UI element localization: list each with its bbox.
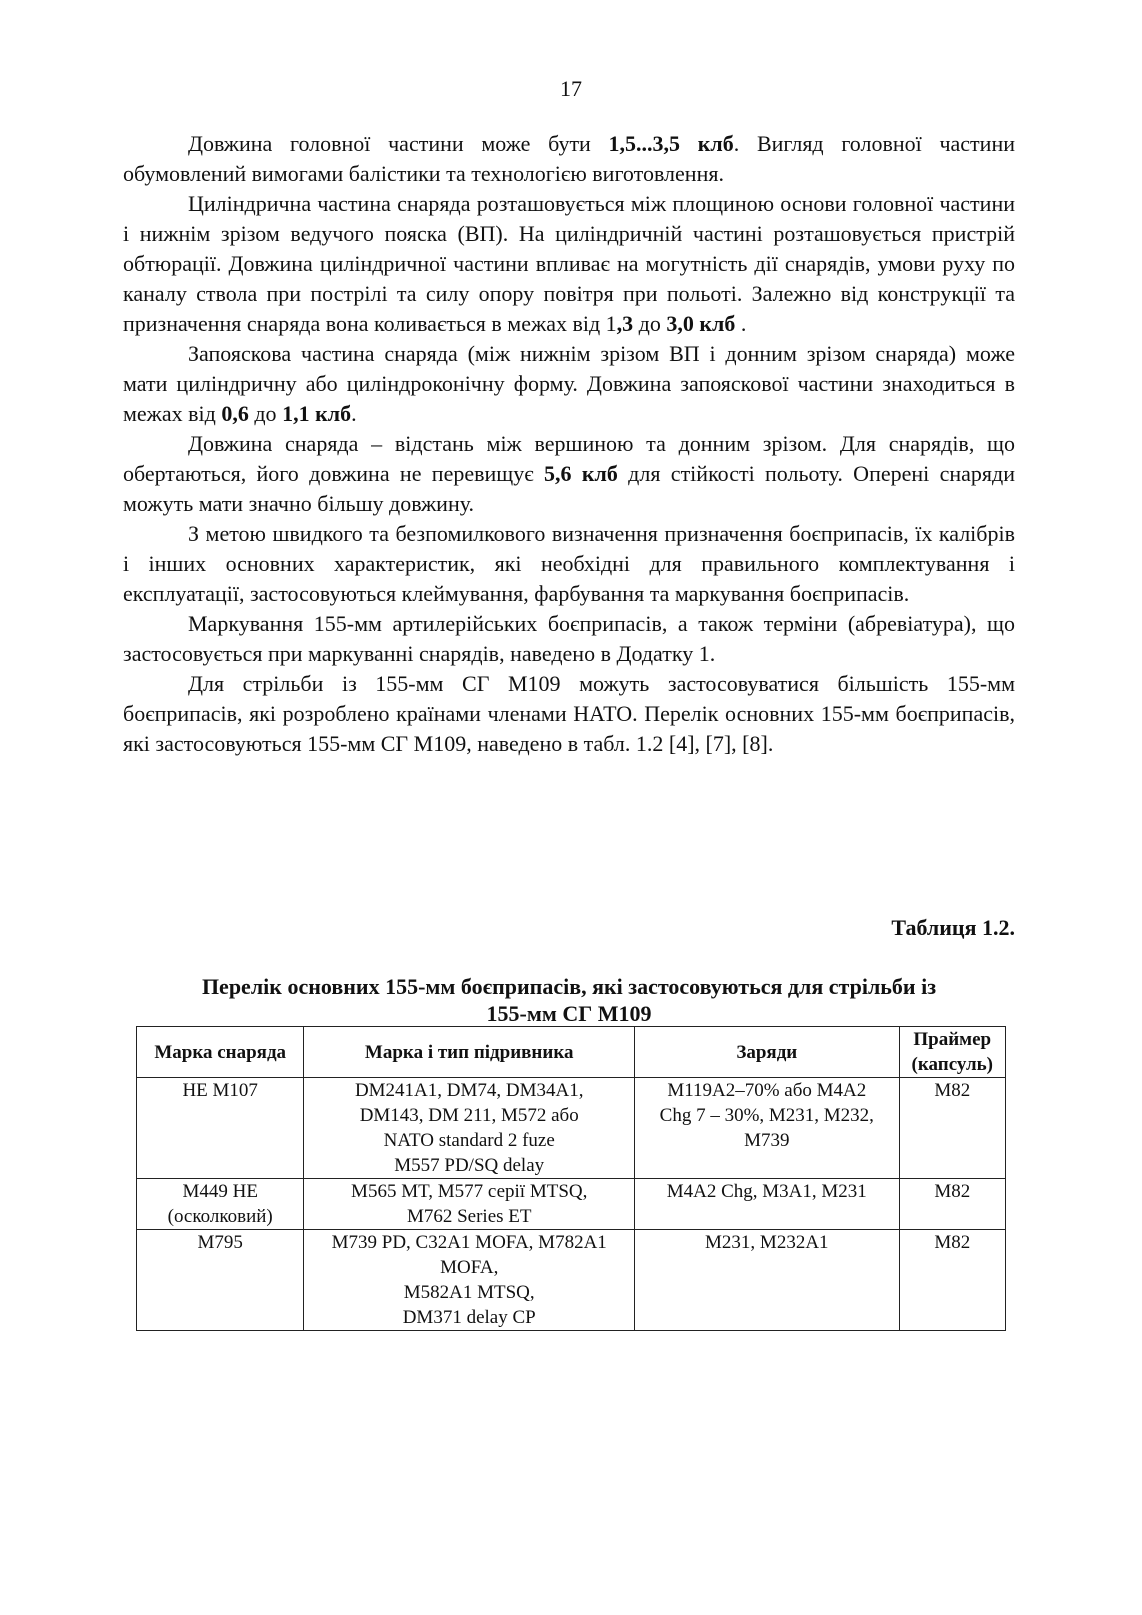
table-row — [137, 1179, 1006, 1230]
bold-text-run: 1,1 клб — [282, 401, 352, 426]
header-projectile-grade: Марка снаряда — [137, 1027, 304, 1078]
table-caption — [123, 973, 1015, 1027]
cell-projectile-grade — [137, 1179, 304, 1230]
paragraph — [123, 669, 1015, 759]
cell-line: M119A2–70% або M4A2 — [667, 1080, 867, 1101]
text-run: Довжина снаряда – відстань між вершиною та донним зрізом. Для снарядів, що обертаються, його довжина не перевищує — [123, 431, 1015, 486]
paragraph — [123, 129, 1015, 189]
text-run: . — [735, 311, 747, 336]
text-run: до — [633, 311, 667, 336]
text-run: до — [248, 401, 283, 426]
cell-fuze-type — [304, 1230, 635, 1331]
text-run: . — [351, 401, 357, 426]
cell-charges — [635, 1179, 900, 1230]
cell-projectile-grade — [137, 1230, 304, 1331]
cell-line: M4A2 Chg, M3A1, M231 — [666, 1181, 867, 1202]
header-charges: Заряди — [635, 1027, 900, 1078]
cell-line: M795 — [197, 1232, 243, 1253]
text-run: Циліндрична частина снаряда розташовується між площиною основи головної частини і нижнім зрізом ведучого пояска (ВП). На циліндричній частині розташовується пристрій обтюрації. Довжина циліндричної частини впливає на могутність дії снарядів, умови руху по каналу ствола при пострілі та силу опору повітря при польоті. Залежно від конструкції та призначення снаряда вона коливається в межах від 1 — [123, 191, 1015, 336]
header-primer-line: Праймер — [913, 1029, 992, 1050]
cell-line: M231, M232A1 — [705, 1232, 829, 1253]
cell-line: M82 — [934, 1181, 971, 1202]
cell-primer — [899, 1179, 1005, 1230]
table-caption-line: 155-мм СГ М109 — [486, 1001, 652, 1026]
cell-primer — [899, 1078, 1005, 1179]
cell-line: M449 HE — [182, 1181, 258, 1202]
bold-text-run: 0,6 — [221, 401, 249, 426]
text-run: . Вигляд головної частини обумовлений вимогами балістики та технологією виготовлення. — [123, 131, 1015, 186]
header-fuze-type: Марка і тип підривника — [304, 1027, 635, 1078]
bold-text-run: 5,6 клб — [543, 461, 618, 486]
body-text — [123, 129, 1015, 759]
header-primer-line: (капсуль) — [911, 1054, 993, 1075]
cell-fuze-type — [304, 1179, 635, 1230]
cell-line: M739 PD, C32A1 MOFA, M782A1 — [331, 1232, 607, 1253]
cell-fuze-type — [304, 1078, 635, 1179]
text-run: Маркування 155-мм артилерійських боєприпасів, а також терміни (абревіатура), що застосовується при маркуванні снарядів, наведено в Додатку 1. — [123, 611, 1015, 666]
paragraph — [123, 609, 1015, 669]
cell-charges — [635, 1078, 900, 1179]
cell-line: M557 PD/SQ delay — [394, 1155, 545, 1176]
cell-projectile-grade — [137, 1078, 304, 1179]
text-run: Довжина головної частини може бути — [188, 131, 609, 156]
cell-line: HE M107 — [182, 1080, 258, 1101]
table-label: Таблиця 1.2. — [891, 915, 1015, 940]
munitions-table — [136, 1026, 1006, 1331]
cell-line: M582A1 MTSQ, — [403, 1282, 535, 1303]
cell-line: NATO standard 2 fuze — [383, 1130, 555, 1151]
cell-line: MOFA, — [440, 1257, 499, 1278]
bold-text-run: ,3 — [616, 311, 634, 336]
bold-text-run: 1,5...3,5 клб — [608, 131, 734, 156]
text-run: З метою швидкого та безпомилкового визначення призначення боєприпасів, їх калібрів і інших основних характеристик, які необхідні для правильного комплектування і експлуатації, застосовуються клеймування, фарбування та маркування боєприпасів. — [123, 521, 1015, 606]
text-run: Для стрільби із 155-мм СГ М109 можуть застосовуватися більшість 155-мм боєприпасів, які розроблено країнами членами НАТО. Перелік основних 155-мм боєприпасів, які застосовуються 155-мм СГ М109, наведено в табл. 1.2 [4], [7], [8]. — [123, 671, 1015, 756]
text-run: Запояскова частина снаряда (між нижнім зрізом ВП і донним зрізом снаряда) може мати циліндричну або циліндроконічну форму. Довжина запояскової частини знаходиться в межах від — [123, 341, 1015, 426]
table-row — [137, 1078, 1006, 1179]
table-row — [137, 1230, 1006, 1331]
cell-line: (осколковий) — [167, 1206, 273, 1227]
cell-primer — [899, 1230, 1005, 1331]
text-run: для стійкості польоту. Оперені снаряди можуть мати значно більшу довжину. — [123, 461, 1015, 516]
paragraph — [123, 339, 1015, 429]
cell-line: M82 — [934, 1232, 971, 1253]
table-caption-line: Перелік основних 155-мм боєприпасів, які застосовуються для стрільби із — [201, 974, 937, 999]
cell-line: DM241A1, DM74, DM34A1, — [354, 1080, 584, 1101]
page-number: 17 — [560, 76, 582, 101]
cell-line: M82 — [934, 1080, 971, 1101]
cell-line: DM143, DM 211, M572 або — [359, 1105, 579, 1126]
cell-line: DM371 delay CP — [402, 1307, 536, 1328]
cell-line: M762 Series ET — [406, 1206, 532, 1227]
paragraph — [123, 189, 1015, 339]
cell-charges — [635, 1230, 900, 1331]
paragraph — [123, 519, 1015, 609]
cell-line: M565 MT, M577 серії MTSQ, — [351, 1181, 588, 1202]
table-header-row — [137, 1027, 1006, 1078]
paragraph — [123, 429, 1015, 519]
cell-line: M739 — [744, 1130, 790, 1151]
header-primer — [899, 1027, 1005, 1078]
bold-text-run: 3,0 клб — [666, 311, 736, 336]
cell-line: Chg 7 – 30%, M231, M232, — [659, 1105, 874, 1126]
